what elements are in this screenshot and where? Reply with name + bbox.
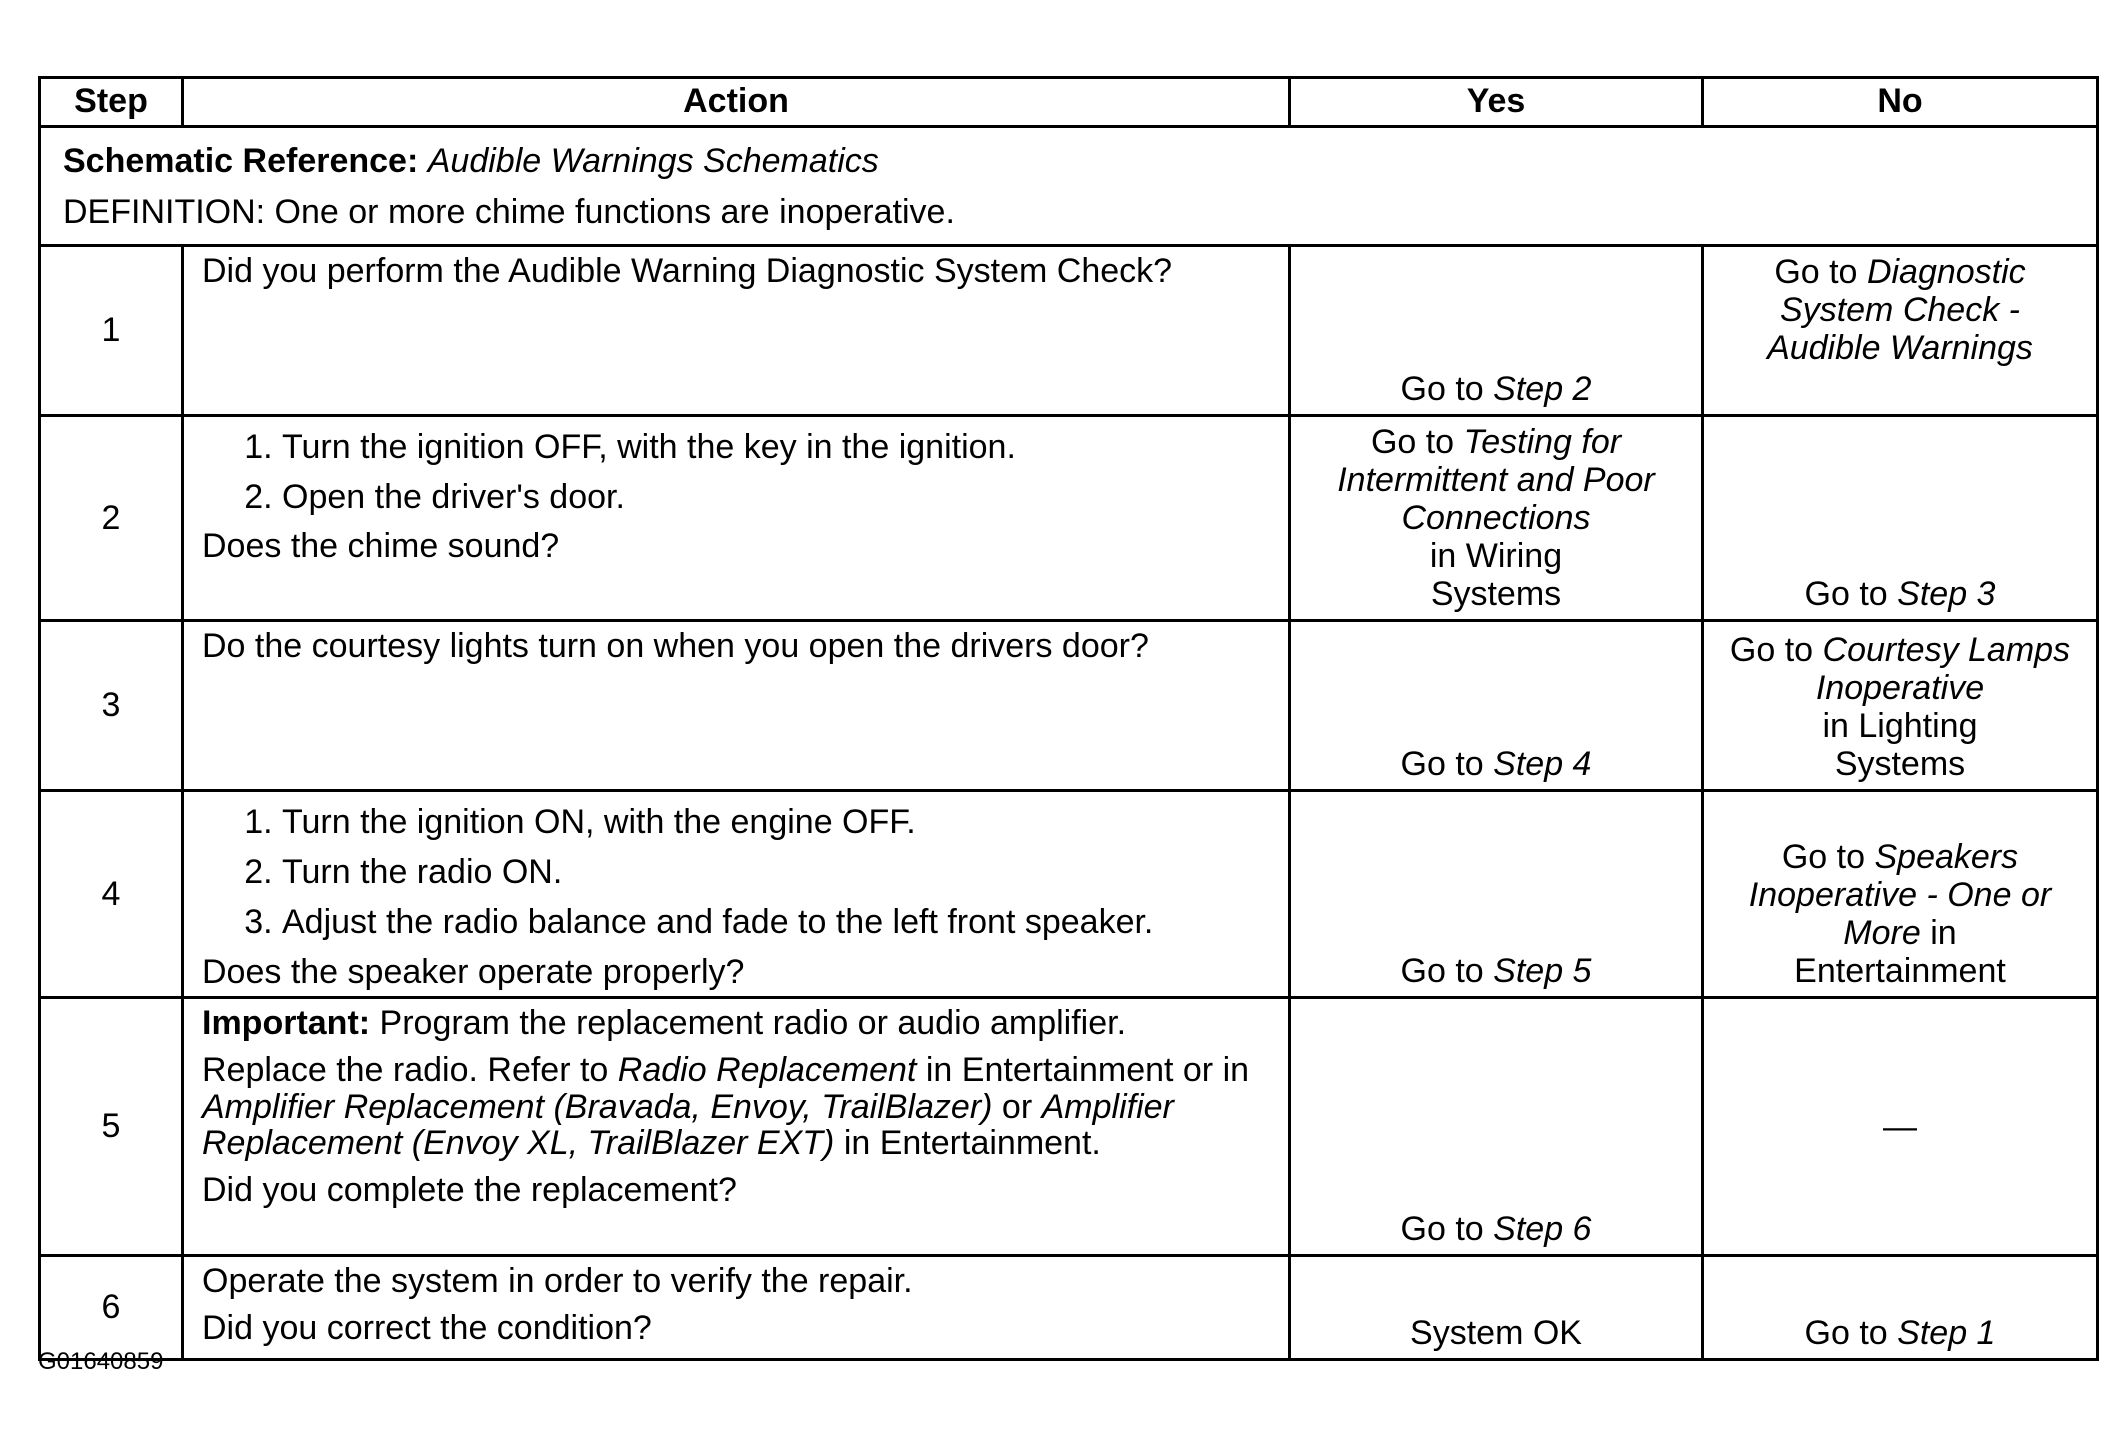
yes-prefix: Go to [1400,952,1484,991]
replace-text-4: in Entertainment. [843,1124,1101,1163]
yes-cell [1290,621,1703,791]
no-link[interactable]: Step 1 [1897,1314,1996,1353]
no-prefix: Go to [1804,1314,1888,1353]
yes-link[interactable]: Step 2 [1493,369,1592,408]
no-prefix: Go to [1774,253,1858,291]
yes-prefix: Go to [1400,369,1484,408]
instruction-item: 1. Turn the ignition ON, with the engine OFF. [282,804,1270,841]
reference-row [40,127,2098,246]
yes-cell [1290,791,1703,998]
replace-text-3: or [1001,1087,1033,1126]
question: Do the courtesy lights turn on when you open the drivers door? [202,627,1149,666]
no-suffix-line-1: in Lighting [1822,707,1978,746]
header-yes: Yes [1290,78,1703,127]
instruction-item: 2. Turn the radio ON. [282,854,1270,891]
action-cell [183,998,1290,1256]
no-link[interactable]: Step 3 [1897,575,1996,614]
replace-text-1: Replace the radio. Refer to [202,1050,609,1089]
schematic-reference [63,136,2074,187]
action-cell [183,621,1290,791]
replace-instruction [202,1052,1270,1162]
question: Did you correct the condition? [202,1308,652,1347]
replace-text-2: in Entertainment or in [925,1050,1250,1089]
no-cell [1703,621,2098,791]
header-no: No [1703,78,2098,127]
no-link-line-2[interactable]: Inoperative - One or [1748,876,2052,915]
action-cell [183,791,1290,998]
definition: DEFINITION: One or more chime functions are inoperative. [63,193,955,231]
step-row-1 [40,246,2098,416]
no-cell [1703,416,2098,621]
question: Did you perform the Audible Warning Diagnostic System Check? [202,252,1173,290]
yes-cell [1290,246,1703,416]
yes-cell: System OK [1290,1256,1703,1360]
step-row-4 [40,791,2098,998]
step-number: 4 [40,791,183,998]
important-note [202,1005,1270,1042]
step-row-3 [40,621,2098,791]
yes-link[interactable]: Step 4 [1493,745,1592,784]
yes-link[interactable]: Step 5 [1493,952,1592,991]
step-number: 3 [40,621,183,791]
step-number: 1 [40,246,183,416]
yes-link-line-1[interactable]: Testing for [1463,423,1622,461]
amplifier-replacement-link-2[interactable]: Amplifier Replacement (Envoy XL, TrailBlazer EXT) [202,1087,1174,1163]
yes-link[interactable]: Step 6 [1493,1210,1592,1249]
step-number: 5 [40,998,183,1256]
action-cell [183,1256,1290,1360]
no-link-line-1[interactable]: Speakers [1874,837,2019,876]
step-number: 2 [40,416,183,621]
no-prefix: Go to [1729,631,1814,670]
figure-id: G01640859 [38,1348,164,1375]
yes-cell [1290,416,1703,621]
reference-cell [40,127,2098,246]
no-cell [1703,1256,2098,1360]
instruction-list [202,429,1270,515]
no-link-line-1[interactable]: Diagnostic [1866,253,2026,291]
yes-suffix-line-1: in Wiring [1429,537,1563,576]
step-number: 6 [40,1256,183,1360]
no-cell: — [1703,998,2098,1256]
question: Does the chime sound? [202,527,560,566]
diagnostic-table [38,76,2099,1361]
yes-cell [1290,998,1703,1256]
yes-prefix: Go to [1400,1210,1484,1249]
instruction-item: 3. Adjust the radio balance and fade to the left front speaker. [282,904,1270,941]
yes-suffix-line-2: Systems [1430,575,1562,614]
step-row-6 [40,1256,2098,1360]
yes-prefix: Go to [1400,745,1484,784]
no-cell [1703,791,2098,998]
instruction-item: 2. Open the driver's door. [282,479,1270,516]
step-row-5 [40,998,2098,1256]
header-row [40,78,2098,127]
no-suffix-line-1: in [1930,914,1957,953]
no-link-line-1[interactable]: Courtesy Lamps [1822,631,2071,670]
no-cell [1703,246,2098,416]
no-link-line-3[interactable]: More [1843,914,1921,953]
no-prefix: Go to [1781,837,1866,876]
action-cell [183,416,1290,621]
diagnostic-table-container [38,76,2096,1361]
no-link-line-2[interactable]: System Check - [1780,291,2020,330]
no-suffix-line-2: Systems [1834,745,1966,784]
question: Does the speaker operate properly? [202,952,745,991]
action-cell [183,246,1290,416]
amplifier-replacement-link-1[interactable]: Amplifier Replacement (Bravada, Envoy, TrailBlazer) [202,1087,993,1126]
yes-prefix: Go to [1370,423,1455,461]
important-text: Program the replacement radio or audio amplifier. [379,1004,1127,1043]
header-step: Step [40,78,183,127]
no-suffix-line-2: Entertainment [1794,952,2006,991]
schematic-reference-label: Schematic Reference: [63,142,419,180]
instruction-item: 1. Turn the ignition OFF, with the key in the ignition. [282,429,1270,466]
important-label: Important: [202,1004,371,1043]
question: Did you complete the replacement? [202,1171,737,1210]
yes-link-line-2[interactable]: Intermittent and Poor [1337,461,1655,500]
radio-replacement-link[interactable]: Radio Replacement [617,1050,917,1089]
step-row-2 [40,416,2098,621]
no-prefix: Go to [1804,575,1888,614]
no-link-line-2[interactable]: Inoperative [1815,669,1985,708]
header-action: Action [183,78,1290,127]
no-link-line-3[interactable]: Audible Warnings [1767,329,2033,368]
instruction-list [202,804,1270,940]
schematic-reference-link[interactable]: Audible Warnings Schematics [427,142,879,180]
yes-link-line-3[interactable]: Connections [1401,499,1591,538]
instruction: Operate the system in order to verify the repair. [202,1262,913,1301]
